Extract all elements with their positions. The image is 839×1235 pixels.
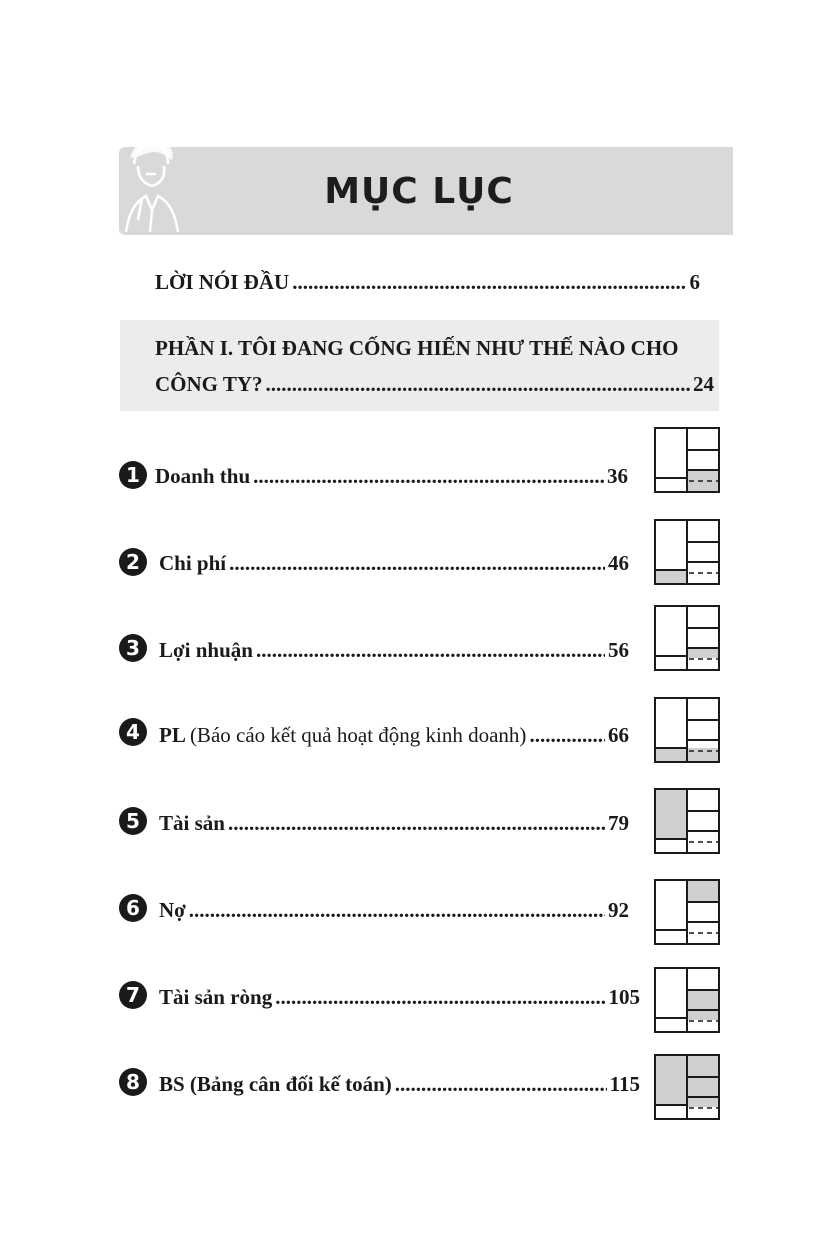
toc-entry-label: Lợi nhuận	[159, 638, 253, 662]
balance-sheet-diagram-icon	[653, 1053, 721, 1121]
toc-entry-chapter-4[interactable]	[159, 723, 629, 748]
toc-entry-page: 36	[607, 464, 628, 488]
balance-sheet-diagram-icon	[653, 878, 721, 946]
toc-entry-chapter-6[interactable]	[159, 898, 629, 923]
balance-sheet-diagram-icon	[653, 604, 721, 672]
toc-entry-label	[159, 723, 526, 748]
balance-sheet-diagram-icon	[653, 966, 721, 1034]
balance-sheet-diagram-icon	[653, 696, 721, 764]
toc-entry-chapter-5[interactable]	[159, 811, 629, 836]
dot-leader	[189, 898, 605, 923]
toc-entry-label: BS (Bảng cân đối kế toán)	[159, 1072, 392, 1096]
dot-leader	[228, 811, 605, 836]
toc-entry-chapter-2[interactable]	[159, 551, 629, 576]
chapter-number-badge: 5	[119, 807, 147, 835]
toc-entry-label: Tài sản	[159, 811, 225, 835]
toc-entry-page: 115	[609, 1072, 640, 1096]
chapter-number-badge: 6	[119, 894, 147, 922]
toc-entry-part1[interactable]	[155, 372, 714, 397]
toc-entry-page: 56	[608, 638, 629, 662]
chapter-number-badge: 7	[119, 981, 147, 1009]
toc-entry-chapter-7[interactable]	[159, 985, 640, 1010]
toc-entry-chapter-1[interactable]	[155, 464, 628, 489]
dot-leader	[229, 551, 605, 576]
toc-entry-label: Chi phí	[159, 551, 227, 575]
toc-entry-label: Doanh thu	[155, 464, 251, 488]
part-heading-line1: PHẦN I. TÔI ĐANG CỐNG HIẾN NHƯ THẾ NÀO CHO	[155, 336, 679, 360]
toc-entry-label: LỜI NÓI ĐẦU	[155, 270, 290, 294]
dot-leader	[266, 372, 690, 397]
dot-leader	[256, 638, 605, 663]
dot-leader	[292, 270, 686, 295]
dot-leader	[395, 1072, 607, 1097]
toc-entry-chapter-3[interactable]	[159, 638, 629, 663]
toc-entry-label: CÔNG TY?	[155, 372, 263, 396]
balance-sheet-diagram-icon	[653, 787, 721, 855]
toc-entry-page: 24	[693, 372, 714, 396]
toc-entry-label: Nợ	[159, 898, 186, 922]
toc-entry-page: 92	[608, 898, 629, 922]
dot-leader	[529, 723, 605, 748]
toc-entry-page: 105	[608, 985, 640, 1009]
toc-entry-label-subtitle: (Báo cáo kết quả hoạt động kinh doanh)	[189, 723, 527, 747]
toc-entry-preface[interactable]	[155, 270, 700, 295]
dot-leader	[275, 985, 605, 1010]
balance-sheet-diagram-icon	[653, 518, 721, 586]
page-title: MỤC LỤC	[324, 170, 514, 212]
chapter-number-badge: 3	[119, 634, 147, 662]
toc-entry-label-abbr: PL	[159, 723, 185, 747]
chapter-number-badge: 2	[119, 548, 147, 576]
dot-leader	[253, 464, 604, 489]
toc-entry-label: Tài sản ròng	[159, 985, 273, 1009]
chapter-number-badge: 8	[119, 1068, 147, 1096]
toc-entry-chapter-8[interactable]	[159, 1072, 640, 1097]
toc-entry-page: 66	[608, 723, 629, 747]
balance-sheet-diagram-icon	[653, 426, 721, 494]
part-heading-box	[120, 320, 719, 411]
chapter-number-badge: 1	[119, 461, 147, 489]
toc-entry-page: 6	[689, 270, 700, 294]
chapter-number-badge: 4	[119, 718, 147, 746]
toc-entry-page: 79	[608, 811, 629, 835]
toc-entry-page: 46	[608, 551, 629, 575]
